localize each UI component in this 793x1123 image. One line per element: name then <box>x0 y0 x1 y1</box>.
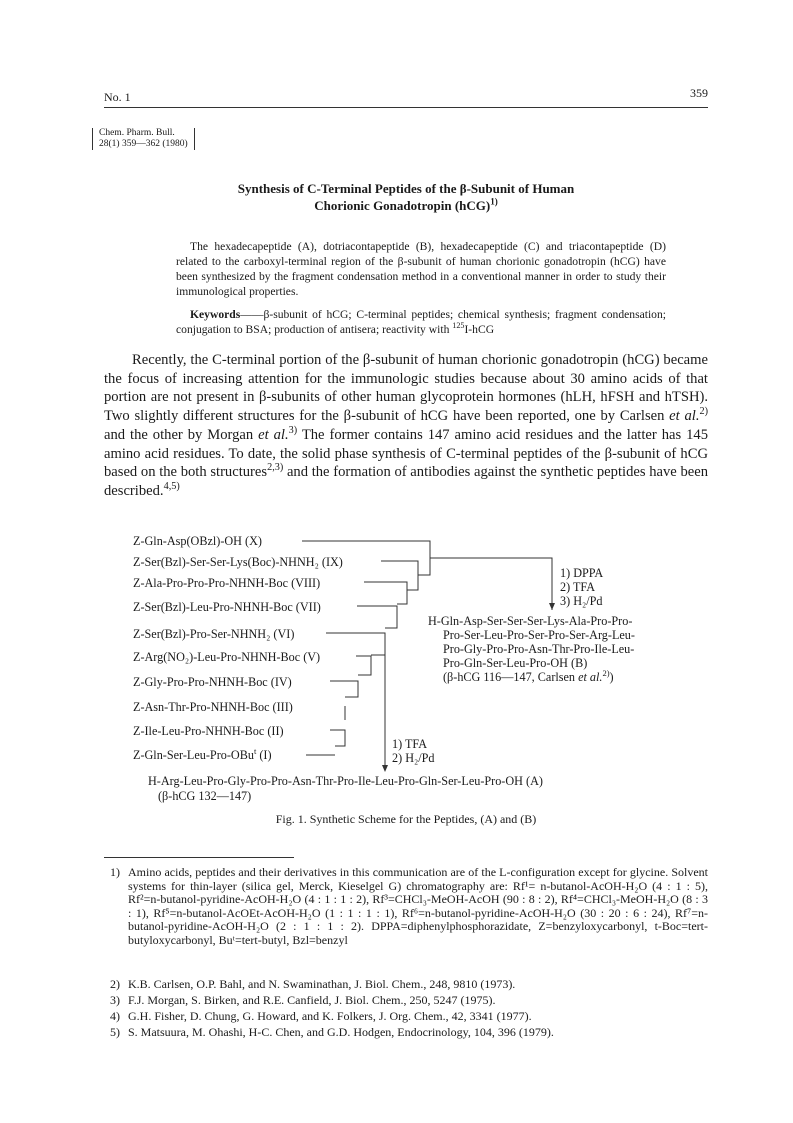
footnote-5-text: S. Matsuura, M. Ohashi, H-C. Chen, and G.D. Hodgen, Endocrinology, 104, 396 (1979). <box>128 1025 554 1039</box>
body-text-3: The former contains 147 amino acid residues and the latter has 145 amino acid residues. To date, the solid phase synthesis of C-terminal peptides of the β-subunit of hCG based on the both structures <box>104 426 708 481</box>
fragment-i-label: (I) <box>256 748 272 762</box>
fragment-vi: Z-Ser(Bzl)-Pro-Ser-NHNH₂ (VI) <box>133 627 295 641</box>
ref-2-mark: 2) <box>699 406 708 418</box>
step-a-2: 2) H₂/Pd <box>392 751 435 765</box>
product-b-line-5 <box>443 667 614 684</box>
fragment-i-sup: t <box>253 745 257 756</box>
keywords-text: β-subunit of hCG; C-terminal peptides; chemical synthesis; fragment condensation; conjugation to BSA; production of antisera; reactivity with <box>176 308 666 336</box>
footnote-4-text: G.H. Fisher, D. Chung, G. Howard, and K. Folkers, J. Org. Chem., 42, 3341 (1977). <box>128 1009 532 1023</box>
step-b-3: 3) H₂/Pd <box>560 594 603 608</box>
page-number: 359 <box>690 86 708 100</box>
fragment-v: Z-Arg(NO₂)-Leu-Pro-NHNH-Boc (V) <box>133 650 321 664</box>
ref-23-mark: 2,3) <box>267 462 284 474</box>
keywords-dash: —— <box>240 308 264 321</box>
keywords-label: Keywords <box>190 308 241 321</box>
product-a-range: (β-hCG 132—147) <box>158 789 252 803</box>
product-b-line-3: Pro-Gly-Pro-Pro-Asn-Thr-Pro-Ile-Leu- <box>443 642 635 656</box>
footnote-2 <box>104 978 708 993</box>
footnote-4-num: 4) <box>110 1009 120 1023</box>
footnote-rule <box>104 857 294 858</box>
ref-3-mark: 3) <box>288 424 298 436</box>
footnote-1-text: Amino acids, peptides and their derivatives in this communication are of the L-configuration except for glycine. Solvent systems for thin-layer (silica gel, Merck, Kieselgel G) chromatography are: Rf¹= n-butanol-AcOH-H₂O (4 : 1 : 5), Rf²=n-butanol-pyridine-AcOH-H₂O (4 : 1 : 1 : 2), Rf³=CHCl₃-MeOH-AcOH (90 : 8 : 2), Rf⁴=CHCl₃-MeOH-H₂O (8 : 3 : 1), Rf⁵=n-butanol-AcOEt-AcOH-H₂O (1 : 1 : 1 : 1), Rf⁶=n-butanol-pyridine-AcOH-H₂O (30 : 20 : 6 : 24), Rf⁷=n-butanol-pyridine-AcOH-H₂O (2 : 1 : 1 : 2). DPPA=diphenylphosphorazidate, Z=benzyloxycarbonyl, t-Boc=tert-butyloxycarbonyl, Buᵗ=tert-butyl, Bzl=benzyl <box>128 865 708 947</box>
body-text-2: and the other by Morgan <box>104 426 259 443</box>
citation-volume: 28(1) 359—362 (1980) <box>99 139 188 149</box>
figure-caption: Fig. 1. Synthetic Scheme for the Peptides, (A) and (B) <box>275 812 537 826</box>
product-b-etal: et al. <box>578 670 603 684</box>
body-text-1: Recently, the C-terminal portion of the β-subunit of human chorionic gonadotropin (hCG) became the focus of increasing attention for the immunologic studies because about 30 amino acids of that portion are not present in β-subunits of other human glycoprotein hormones (hLH, hFSH and hTSH). Two slightly different structures for the β-subunit of hCG have been reported, one by Carlsen <box>104 352 708 425</box>
footnote-5-num: 5) <box>110 1025 120 1039</box>
body-text-4: and the formation of antibodies against the synthetic peptides have been described. <box>104 464 708 499</box>
product-b-line-2: Pro-Ser-Leu-Pro-Ser-Pro-Ser-Arg-Leu- <box>443 628 635 642</box>
fragment-vii: Z-Ser(Bzl)-Leu-Pro-NHNH-Boc (VII) <box>133 600 321 614</box>
footnote-3-text: F.J. Morgan, S. Birken, and R.E. Canfield, J. Biol. Chem., 250, 5247 (1975). <box>128 993 496 1007</box>
fragment-viii: Z-Ala-Pro-Pro-Pro-NHNH-Boc (VIII) <box>133 576 321 590</box>
footnote-3 <box>104 994 708 1009</box>
abstract: The hexadecapeptide (A), dotriacontapeptide (B), hexadecapeptide (C) and triacontapeptide (D) related to the carboxyl-terminal region of the β-subunit of human chorionic gonadotropin (hCG) have been synthesized by the fragment condensation method in a conventional manner in order to study their immunological properties. <box>176 240 666 298</box>
title-note-ref: 1) <box>490 196 498 207</box>
footnote-2-text: K.B. Carlsen, O.P. Bahl, and N. Swaminathan, J. Biol. Chem., 248, 9810 (1973). <box>128 977 516 991</box>
product-b-line-4: Pro-Gln-Ser-Leu-Pro-OH (B) <box>443 656 588 670</box>
fragment-iii: Z-Asn-Thr-Pro-NHNH-Boc (III) <box>133 700 293 714</box>
step-b-2: 2) TFA <box>560 580 596 594</box>
ref-45-mark: 4,5) <box>163 481 180 493</box>
product-b-close: ) <box>609 670 614 684</box>
title-line-1: Synthesis of C-Terminal Peptides of the β-Subunit of Human <box>237 181 575 196</box>
fragment-iv: Z-Gly-Pro-Pro-NHNH-Boc (IV) <box>133 675 292 689</box>
product-b-range: (β-hCG 116—147, Carlsen <box>443 670 579 684</box>
product-b-ref: 2) <box>602 667 610 678</box>
body-etal-1: et al. <box>669 408 700 425</box>
fragment-ix: Z-Ser(Bzl)-Ser-Ser-Lys(Boc)-NHNH₂ (IX) <box>133 555 343 569</box>
fragment-x: Z-Gln-Asp(OBzl)-OH (X) <box>133 534 262 548</box>
issue-number: No. 1 <box>104 90 131 104</box>
footnote-1-num: 1) <box>110 865 120 879</box>
step-b-1: 1) DPPA <box>560 566 604 580</box>
fragment-i <box>133 745 272 762</box>
footnote-2-num: 2) <box>110 977 120 991</box>
keywords-isotope: 125 <box>452 321 465 331</box>
product-a-sequence: H-Arg-Leu-Pro-Gly-Pro-Pro-Asn-Thr-Pro-Ile-Leu-Pro-Gln-Ser-Leu-Pro-OH (A) <box>148 774 543 788</box>
footnote-5 <box>104 1026 708 1041</box>
footnote-4 <box>104 1010 708 1025</box>
fragment-ii: Z-Ile-Leu-Pro-NHNH-Boc (II) <box>133 724 284 738</box>
footnote-3-num: 3) <box>110 993 120 1007</box>
citation-journal: Chem. Pharm. Bull. <box>99 128 175 138</box>
footnote-1 <box>104 866 708 972</box>
step-a-1: 1) TFA <box>392 737 428 751</box>
body-etal-2: et al. <box>258 426 289 443</box>
fragment-i-name: Z-Gln-Ser-Leu-Pro-OBu <box>133 748 254 762</box>
keywords-tail: I-hCG <box>464 323 495 336</box>
title-line-2: Chorionic Gonadotropin (hCG) <box>314 198 491 213</box>
product-b-line-1: H-Gln-Asp-Ser-Ser-Ser-Lys-Ala-Pro-Pro- <box>428 614 633 628</box>
